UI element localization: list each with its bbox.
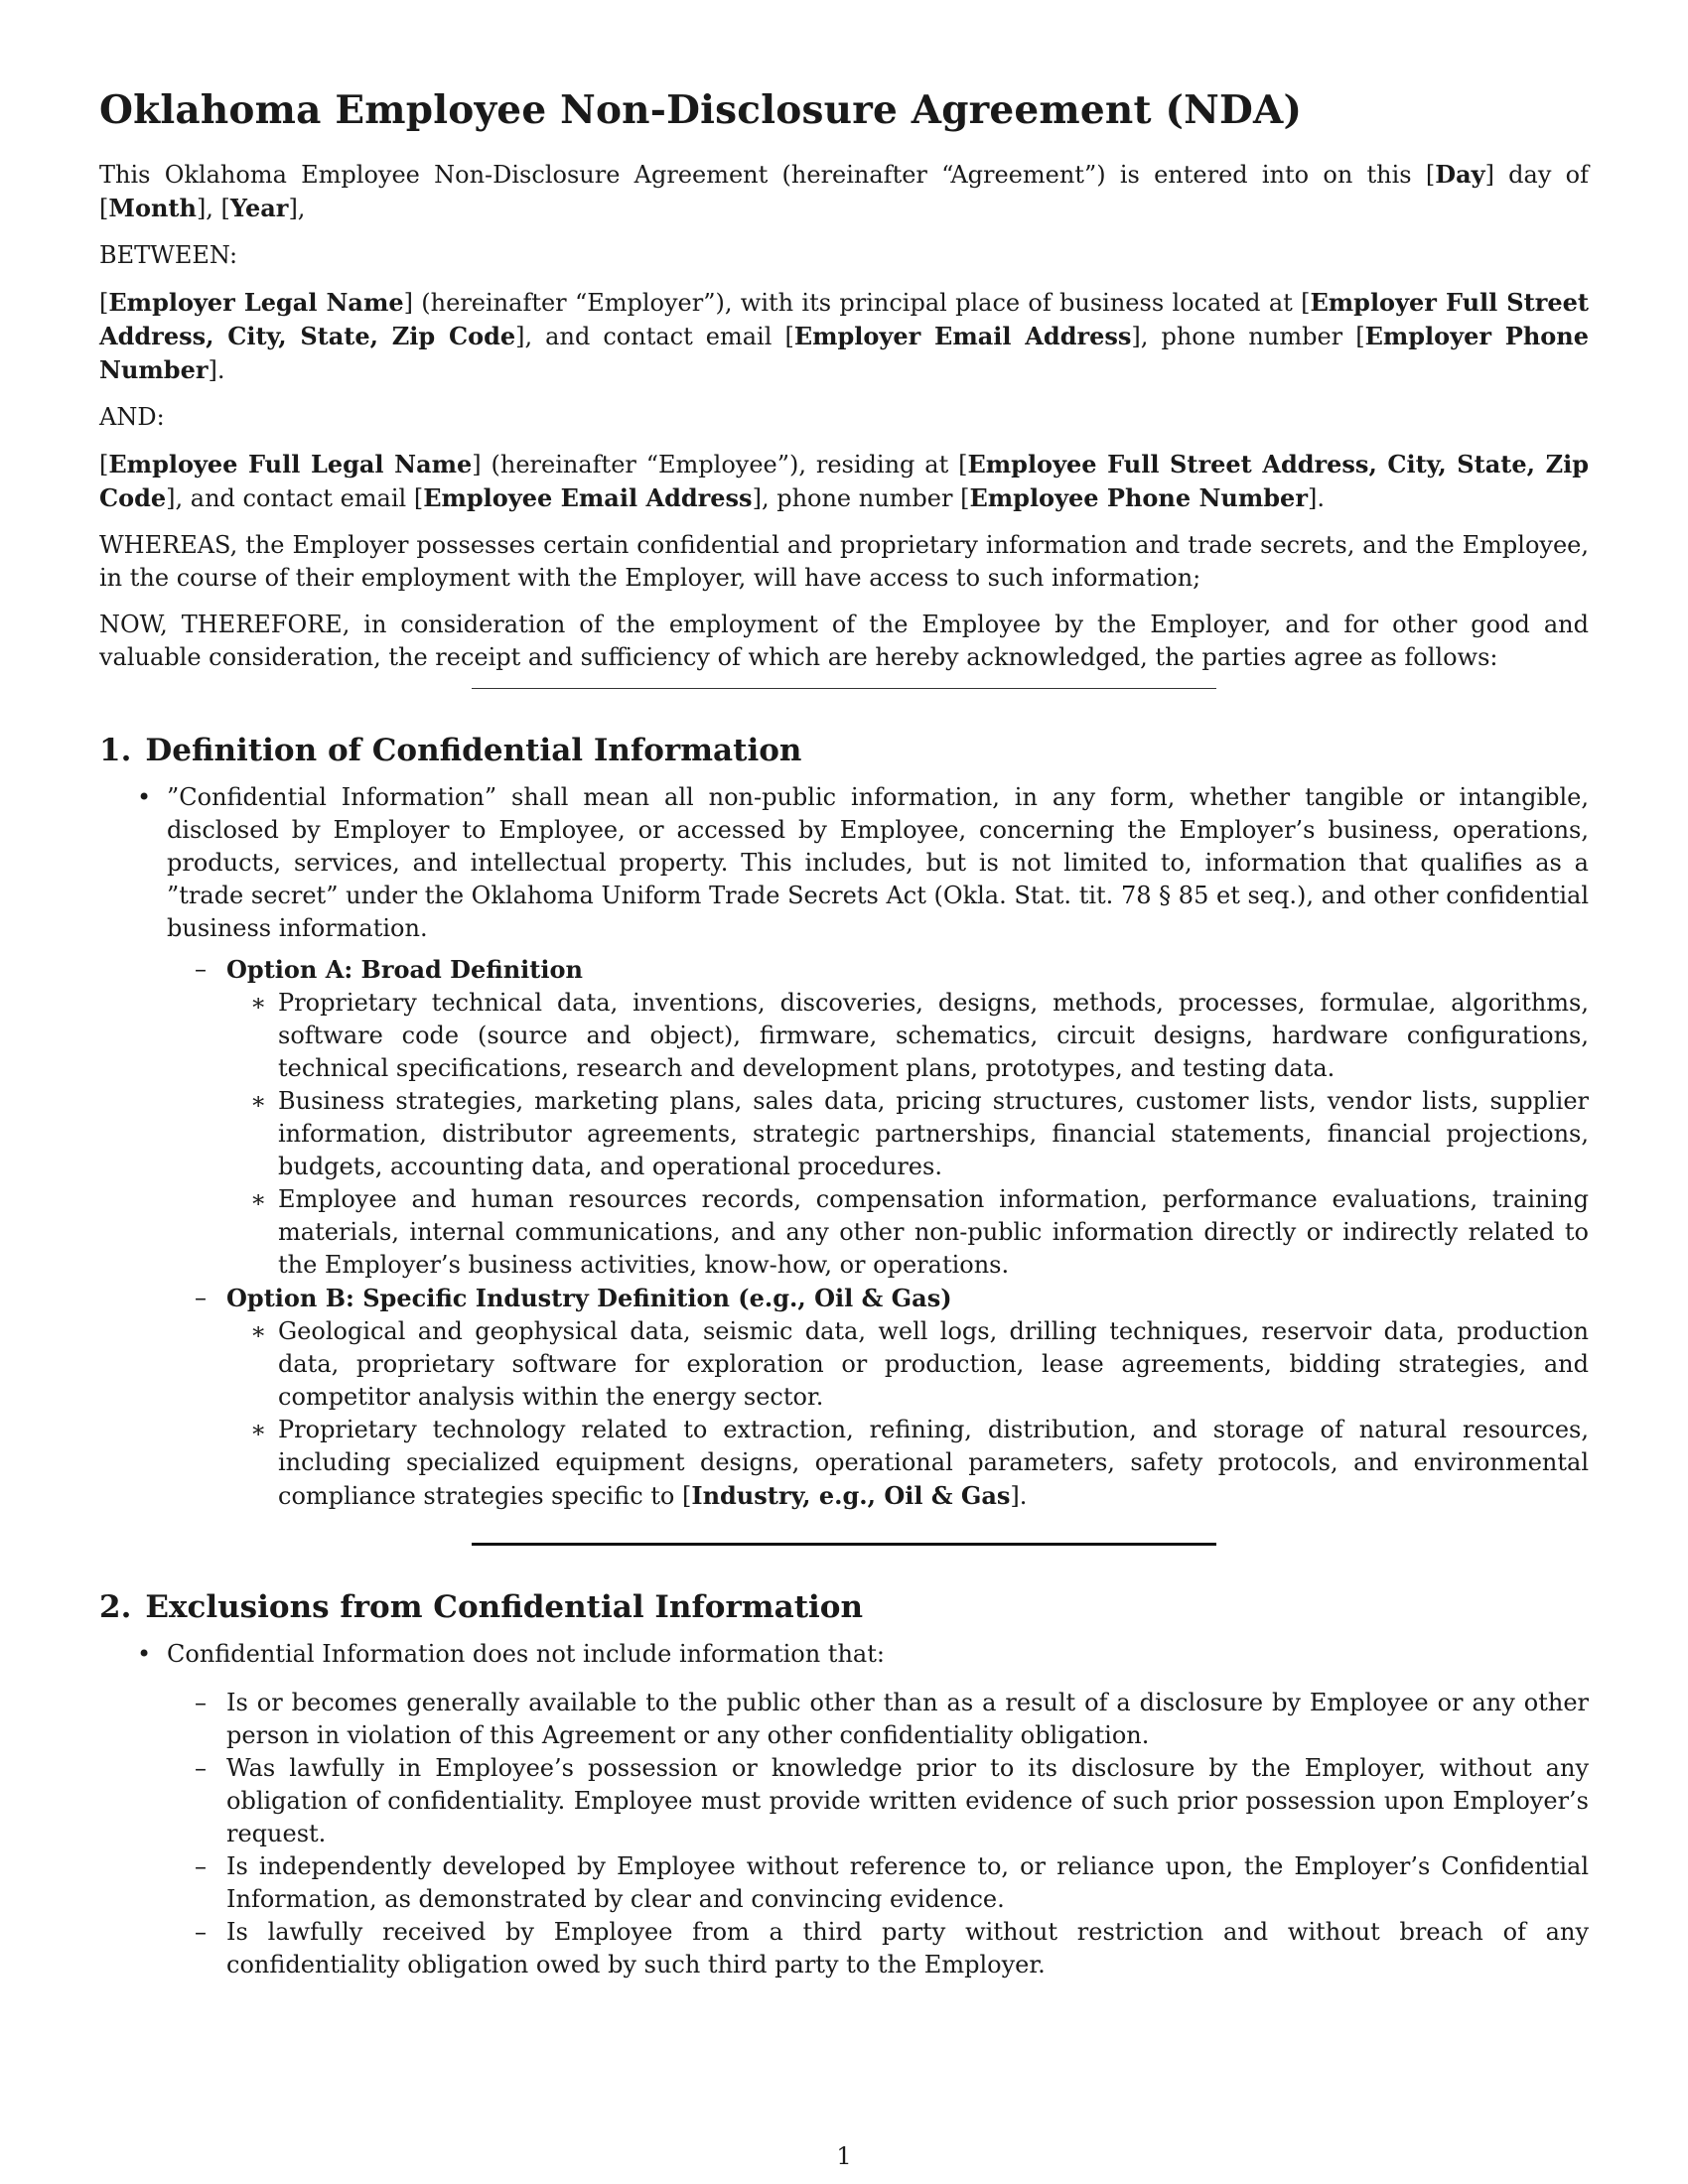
list-item: – Is lawfully received by Employee from a third party without restriction and without breach of any confidentiality obligation owed by such third party to the Employer. [167, 1916, 1589, 1981]
employer-name-placeholder: Employer Legal Name [108, 287, 404, 317]
intro-day-placeholder: Day [1435, 159, 1485, 189]
whereas-paragraph: WHEREAS, the Employer possesses certain confidential and proprietary information and trade secrets, and the Employee, in the course of their employment with the Employer, will have access to such information; [99, 530, 1589, 592]
divider-rule [472, 688, 1216, 689]
exclusions-intro-text: Confidential Information does not include information that: [167, 1640, 885, 1669]
option-b-label: Option B: Specific Industry Definition (e.g., Oil & Gas) [226, 1283, 952, 1312]
option-list [167, 953, 1589, 1513]
list-item: ∗ Proprietary technology related to extraction, refining, distribution, and storage of natural resources, including specialized equipment designs, operational parameters, safety protocols, and environmental compliance strategies specific to [Industry, e.g., Oil & Gas]. [226, 1414, 1589, 1513]
between-label: BETWEEN: [99, 240, 238, 269]
employee-address-placeholder: Employee Full Street Address, City, State, Zip Code [99, 449, 1589, 512]
section-2-heading [99, 1589, 1589, 1626]
employee-email-placeholder: Employee Email Address [423, 482, 753, 512]
list-item: – Is independently developed by Employee without reference to, or reliance upon, the Employer’s Confidential Information, as demonstrated by clear and convincing evidence. [167, 1850, 1589, 1916]
option-b-items [226, 1315, 1589, 1513]
page-number: 1 [836, 2142, 852, 2170]
list-item [167, 953, 1589, 1282]
list-item: – Was lawfully in Employee’s possession or knowledge prior to its disclosure by the Employer, without any obligation of confidentiality. Employee must provide written evidence of such prior possession upon Employer’s request. [167, 1752, 1589, 1850]
employer-paragraph: [Employer Legal Name] (hereinafter “Employer”), with its principal place of business located at [Employer Full Street Address, City, State, Zip Code], and contact email [Employer Email Address], phone number [Employer Phone Number]. [99, 287, 1590, 384]
list-item: ∗ Business strategies, marketing plans, sales data, pricing structures, customer lists, vendor lists, supplier information, distributor agreements, strategic partnerships, financial statements, financial projections, budgets, accounting data, and operational procedures. [226, 1085, 1589, 1183]
intro-paragraph: This Oklahoma Employee Non-Disclosure Agreement (hereinafter “Agreement”) is entered into on this [Day] day of [Month], [Year], [99, 159, 1589, 222]
section-1-heading [99, 733, 1589, 769]
now-therefore-paragraph: NOW, THEREFORE, in consideration of the employment of the Employee by the Employer, and for other good and valuable consideration, the receipt and sufficiency of which are hereby acknowledged, the parties agree as follows: [99, 610, 1589, 671]
divider-rule [472, 1543, 1216, 1546]
intro-year-placeholder: Year [229, 193, 289, 222]
list-item: ∗ Geological and geophysical data, seismic data, well logs, drilling techniques, reservoir data, production data, proprietary software for exploration or production, lease agreements, bidding strategies, and competitor analysis within the energy sector. [226, 1315, 1589, 1414]
and-label: AND: [99, 402, 165, 431]
option-a-items [226, 987, 1589, 1282]
intro-month-placeholder: Month [108, 193, 197, 222]
list-item: ∗ Employee and human resources records, compensation information, performance evaluations, training materials, internal communications, and any other non-public information directly or indirectly related to the Employer’s business activities, know-how, or operations. [226, 1183, 1589, 1282]
section-2-list [99, 1638, 1589, 1981]
employer-email-placeholder: Employer Email Address [793, 321, 1132, 350]
document-page [99, 87, 1589, 1981]
exclusion-items [167, 1687, 1589, 1981]
employee-name-placeholder: Employee Full Legal Name [108, 449, 473, 478]
industry-placeholder: Industry, e.g., Oil & Gas [691, 1480, 1011, 1510]
option-a-label: Option A: Broad Definition [226, 954, 583, 984]
employer-phone-placeholder: Employer Phone Number [99, 321, 1590, 384]
section-number: 1. [99, 732, 132, 768]
confidential-definition-text: ”Confidential Information” shall mean all non-public information, in any form, whether tangible or intangible, disclosed by Employer to Employee, or accessed by Employee, concerning the Employer’s business, operations, products, services, and intellectual property. This includes, but is not limited to, information that qualifies as a ”trade secret” under the Oklahoma Uniform Trade Secrets Act (Okla. Stat. tit. 78 § 85 et seq.), and other confidential business information. [167, 782, 1589, 942]
list-item [99, 781, 1589, 1513]
employee-paragraph: [Employee Full Legal Name] (hereinafter “Employee”), residing at [Employee Full Street Address, City, State, Zip Code], and contact email [Employee Email Address], phone number [Employee Phone Number]. [99, 449, 1589, 512]
employee-phone-placeholder: Employee Phone Number [969, 482, 1308, 512]
list-item [99, 1638, 1589, 1981]
section-title: Exclusions from Confidential Information [145, 1588, 864, 1625]
list-item: – Is or becomes generally available to the public other than as a result of a disclosure by Employee or any other person in violation of this Agreement or any other confidentiality obligation. [167, 1687, 1589, 1752]
section-number: 2. [99, 1588, 132, 1625]
list-item [167, 1282, 1589, 1513]
list-item: ∗ Proprietary technical data, inventions, discoveries, designs, methods, processes, formulae, algorithms, software code (source and object), firmware, schematics, circuit designs, hardware configurations, technical specifications, research and development plans, prototypes, and testing data. [226, 987, 1589, 1085]
section-title: Definition of Confidential Information [145, 732, 802, 768]
section-1-list [99, 781, 1589, 1513]
document-title: Oklahoma Employee Non-Disclosure Agreement (NDA) [99, 87, 1303, 133]
employer-address-placeholder: Employer Full Street Address, City, State, Zip Code [99, 287, 1589, 350]
